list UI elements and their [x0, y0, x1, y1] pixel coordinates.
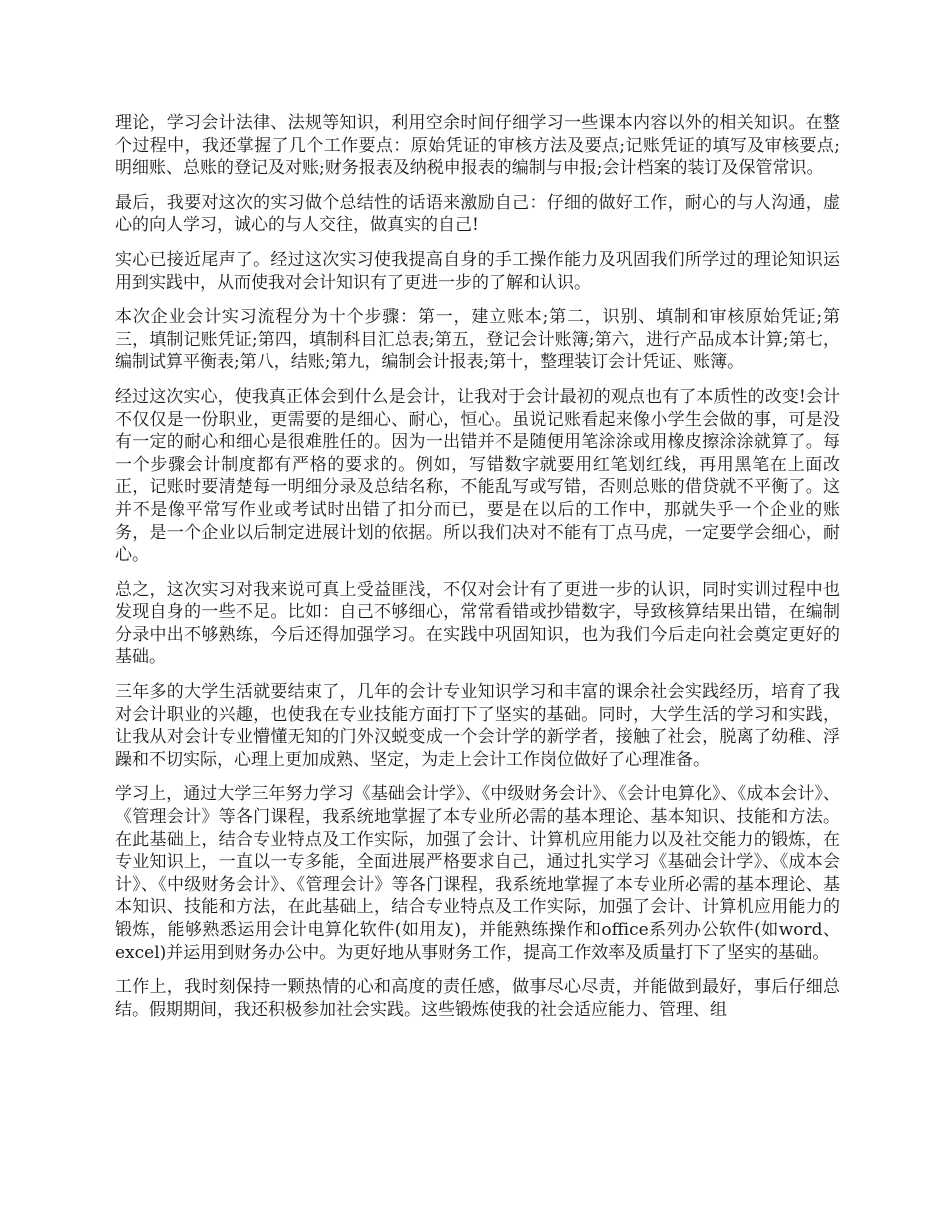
paragraph-9: 工作上，我时刻保持一颗热情的心和高度的责任感，做事尽心尽责，并能做到最好，事后仔细总结。假期期间，我还积极参加社会实践。这些锻炼使我的社会适应能力、管理、组 [115, 977, 840, 1020]
paragraph-5: 经过这次实心，使我真正体会到什么是会计，让我对于会计最初的观点也有了本质性的改变!会计不仅仅是一份职业，更需要的是细心、耐心，恒心。虽说记账看起来像小学生会做的事，可是没有一定的耐心和细心是很难胜任的。因为一出错并不是随便用笔涂涂或用橡皮擦涂涂就算了。每一个步骤会计制度都有严格的要求的。例如，写错数字就要用红笔划红线，再用黑笔在上面改正，记账时要清楚每一明细分录及总结名称，不能乱写或写错，否则总账的借贷就不平衡了。这并不是像平常写作业或考试时出错了扣分而已，要是在以后的工作中，那就失乎一个企业的账务，是一个企业以后制定进展计划的依据。所以我们决对不能有丁点马虎，一定要学会细心，耐心。 [115, 386, 840, 566]
paragraph-1: 理论，学习会计法律、法规等知识，利用空余时间仔细学习一些课本内容以外的相关知识。在整个过程中，我还掌握了几个工作要点：原始凭证的审核方法及要点;记账凭证的填写及审核要点;明细账、总账的登记及对账;财务报表及纳税申报表的编制与申报;会计档案的装订及保管常识。 [115, 113, 840, 179]
paragraph-6: 总之，这次实习对我来说可真上受益匪浅，不仅对会计有了更进一步的认识，同时实训过程中也发现自身的一些不足。比如：自己不够细心，常常看错或抄错数字，导致核算结果出错，在编制分录中出不够熟练，今后还得加强学习。在实践中巩固知识，也为我们今后走向社会奠定更好的基础。 [115, 579, 840, 668]
paragraph-7: 三年多的大学生活就要结束了，几年的会计专业知识学习和丰富的课余社会实践经历，培育了我对会计职业的兴趣，也使我在专业技能方面打下了坚实的基础。同时，大学生活的学习和实践，让我从对会计专业懵懂无知的门外汉蜕变成一个会计学的新学者，接触了社会，脱离了幼稚、浮躁和不切实际，心理上更加成熟、坚定，为走上会计工作岗位做好了心理准备。 [115, 682, 840, 770]
paragraph-3: 实心已接近尾声了。经过这次实习使我提高自身的手工操作能力及巩固我们所学过的理论知识运用到实践中，从而使我对会计知识有了更进一步的了解和认识。 [115, 249, 840, 293]
paragraph-4: 本次企业会计实习流程分为十个步骤：第一，建立账本;第二，识别、填制和审核原始凭证;第三，填制记账凭证;第四，填制科目汇总表;第五，登记会计账簿;第六，进行产品成本计算;第七，编制试算平衡表;第八，结账;第九，编制会计报表;第十，整理装订会计凭证、账簿。 [115, 307, 840, 373]
paragraph-8: 学习上，通过大学三年努力学习《基础会计学》、《中级财务会计》、《会计电算化》、《成本会计》、《管理会计》等各门课程，我系统地掌握了本专业所必需的基本理论、基本知识、技能和方法。在此基础上，结合专业特点及工作实际，加强了会计、计算机应用能力以及社交能力的锻炼，在专业知识上，一直以一专多能，全面进展严格要求自己，通过扎实学习《基础会计学》、《成本会计》、《中级财务会计》、《管理会计》等各门课程，我系统地掌握了本专业所必需的基本理论、基本知识、技能和方法，在此基础上，结合专业特点及工作实际，加强了会计、计算机应用能力的锻炼，能够熟悉运用会计电算化软件(如用友)，并能熟练操作和office系列办公软件(如word、excel)并运用到财务办公中。为更好地从事财务工作，提高工作效率及质量打下了坚实的基础。 [115, 784, 840, 963]
document-body [115, 112, 840, 1033]
paragraph-2: 最后，我要对这次的实习做个总结性的话语来激励自己：仔细的做好工作，耐心的与人沟通，虚心的向人学习，诚心的与人交往，做真实的自己! [115, 192, 840, 236]
